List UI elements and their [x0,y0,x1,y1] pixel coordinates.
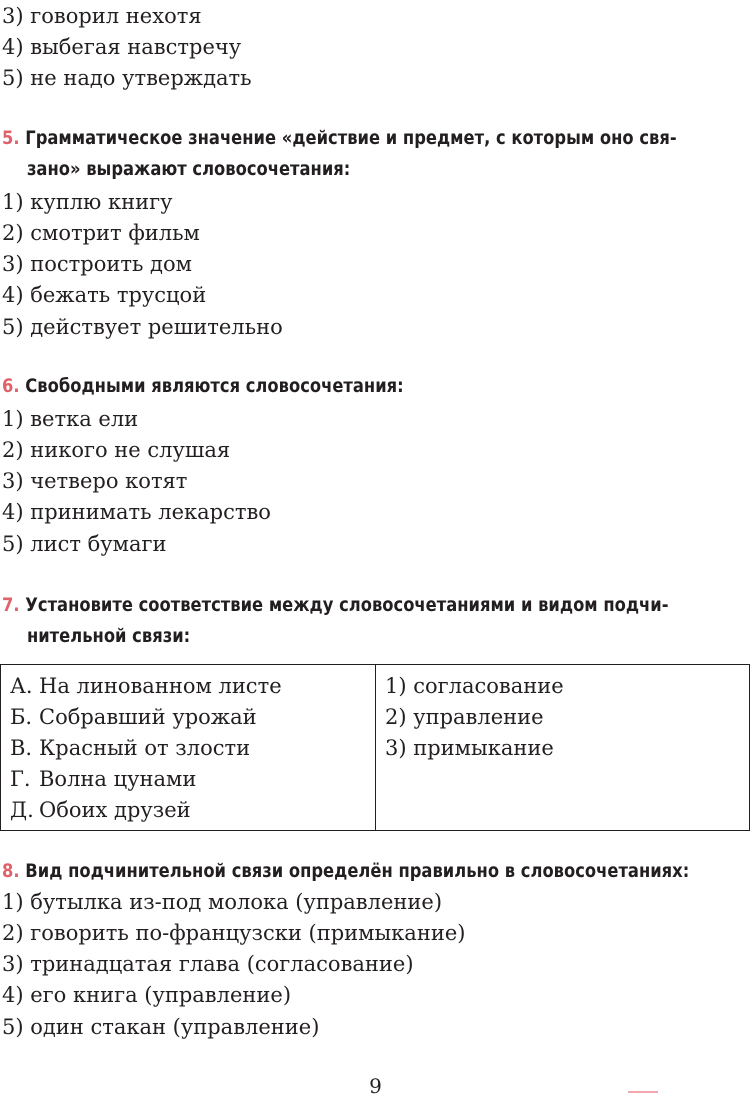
link-type-3: 3) примыкание [385,736,554,760]
question-7-heading [2,590,669,652]
matching-table-row [1,665,750,831]
phrase-a-letter: А. [10,674,33,698]
matching-table [0,664,750,831]
question-7-number: 7. [2,594,20,616]
phrase-b-letter: Б. [10,705,33,729]
page-number: 9 [369,1074,382,1098]
question-8-number: 8. [2,860,20,882]
phrase-g-letter: Г. [10,767,31,791]
phrase-a-text: На линованном листе [39,674,282,698]
phrases-column [1,665,376,831]
question-5-option-5: 5) действует решительно [2,315,283,339]
phrase-d-letter: Д. [10,798,34,822]
link-type-1: 1) согласование [385,674,564,698]
question-8-text: Вид подчинительной связи определён правильно в словосочетаниях: [25,860,690,882]
prev-option-4: 4) выбегая навстречу [2,35,242,59]
question-6-option-3: 3) четверо котят [2,469,188,493]
phrase-v-text: Красный от злости [39,736,251,760]
phrase-a [10,671,367,702]
question-6-option-4: 4) принимать лекарство [2,500,271,524]
phrase-g-text: Волна цунами [39,767,197,791]
phrase-v-letter: В. [10,736,33,760]
phrase-g [10,764,367,795]
question-5-option-1: 1) куплю книгу [2,190,173,214]
question-7-text-line2: нительной связи: [26,625,191,647]
phrase-v [10,733,367,764]
question-6-option-1: 1) ветка ели [2,407,139,431]
question-6-heading [2,371,643,402]
link-types-column [376,665,750,831]
question-5-option-3: 3) построить дом [2,252,192,276]
question-8-heading [2,856,690,887]
question-6-option-5: 5) лист бумаги [2,532,167,556]
phrase-b-text: Собравший урожай [39,705,257,729]
question-8-option-2: 2) говорить по-французски (примыкание) [2,921,466,945]
question-6-text: Свободными являются словосочетания: [25,375,404,397]
question-6-number: 6. [2,375,20,397]
phrase-d-text: Обоих друзей [39,798,191,822]
prev-option-5: 5) не надо утверждать [2,66,252,90]
question-5-option-2: 2) смотрит фильм [2,221,200,245]
link-type-2: 2) управление [385,705,544,729]
question-8-option-5: 5) один стакан (управление) [2,1015,320,1039]
question-5-text-line2: зано» выражают словосочетания: [26,158,351,180]
phrase-d [10,795,367,826]
question-5-heading [2,123,677,185]
phrase-b [10,702,367,733]
question-8-option-3: 3) тринадцатая глава (согласование) [2,952,414,976]
question-7-text-line1: Установите соответствие между словосочетаниями и видом подчи- [25,594,669,616]
question-5-number: 5. [2,127,20,149]
question-6-option-2: 2) никого не слушая [2,438,231,462]
page-edge-mark [628,1091,658,1093]
question-5-text-line1: Грамматическое значение «действие и предмет, с которым оно свя- [25,127,677,149]
question-8-option-4: 4) его книга (управление) [2,983,292,1007]
question-8-option-1: 1) бутылка из-под молока (управление) [2,890,443,914]
prev-option-3: 3) говорил нехотя [2,4,202,28]
question-5-option-4: 4) бежать трусцой [2,283,207,307]
